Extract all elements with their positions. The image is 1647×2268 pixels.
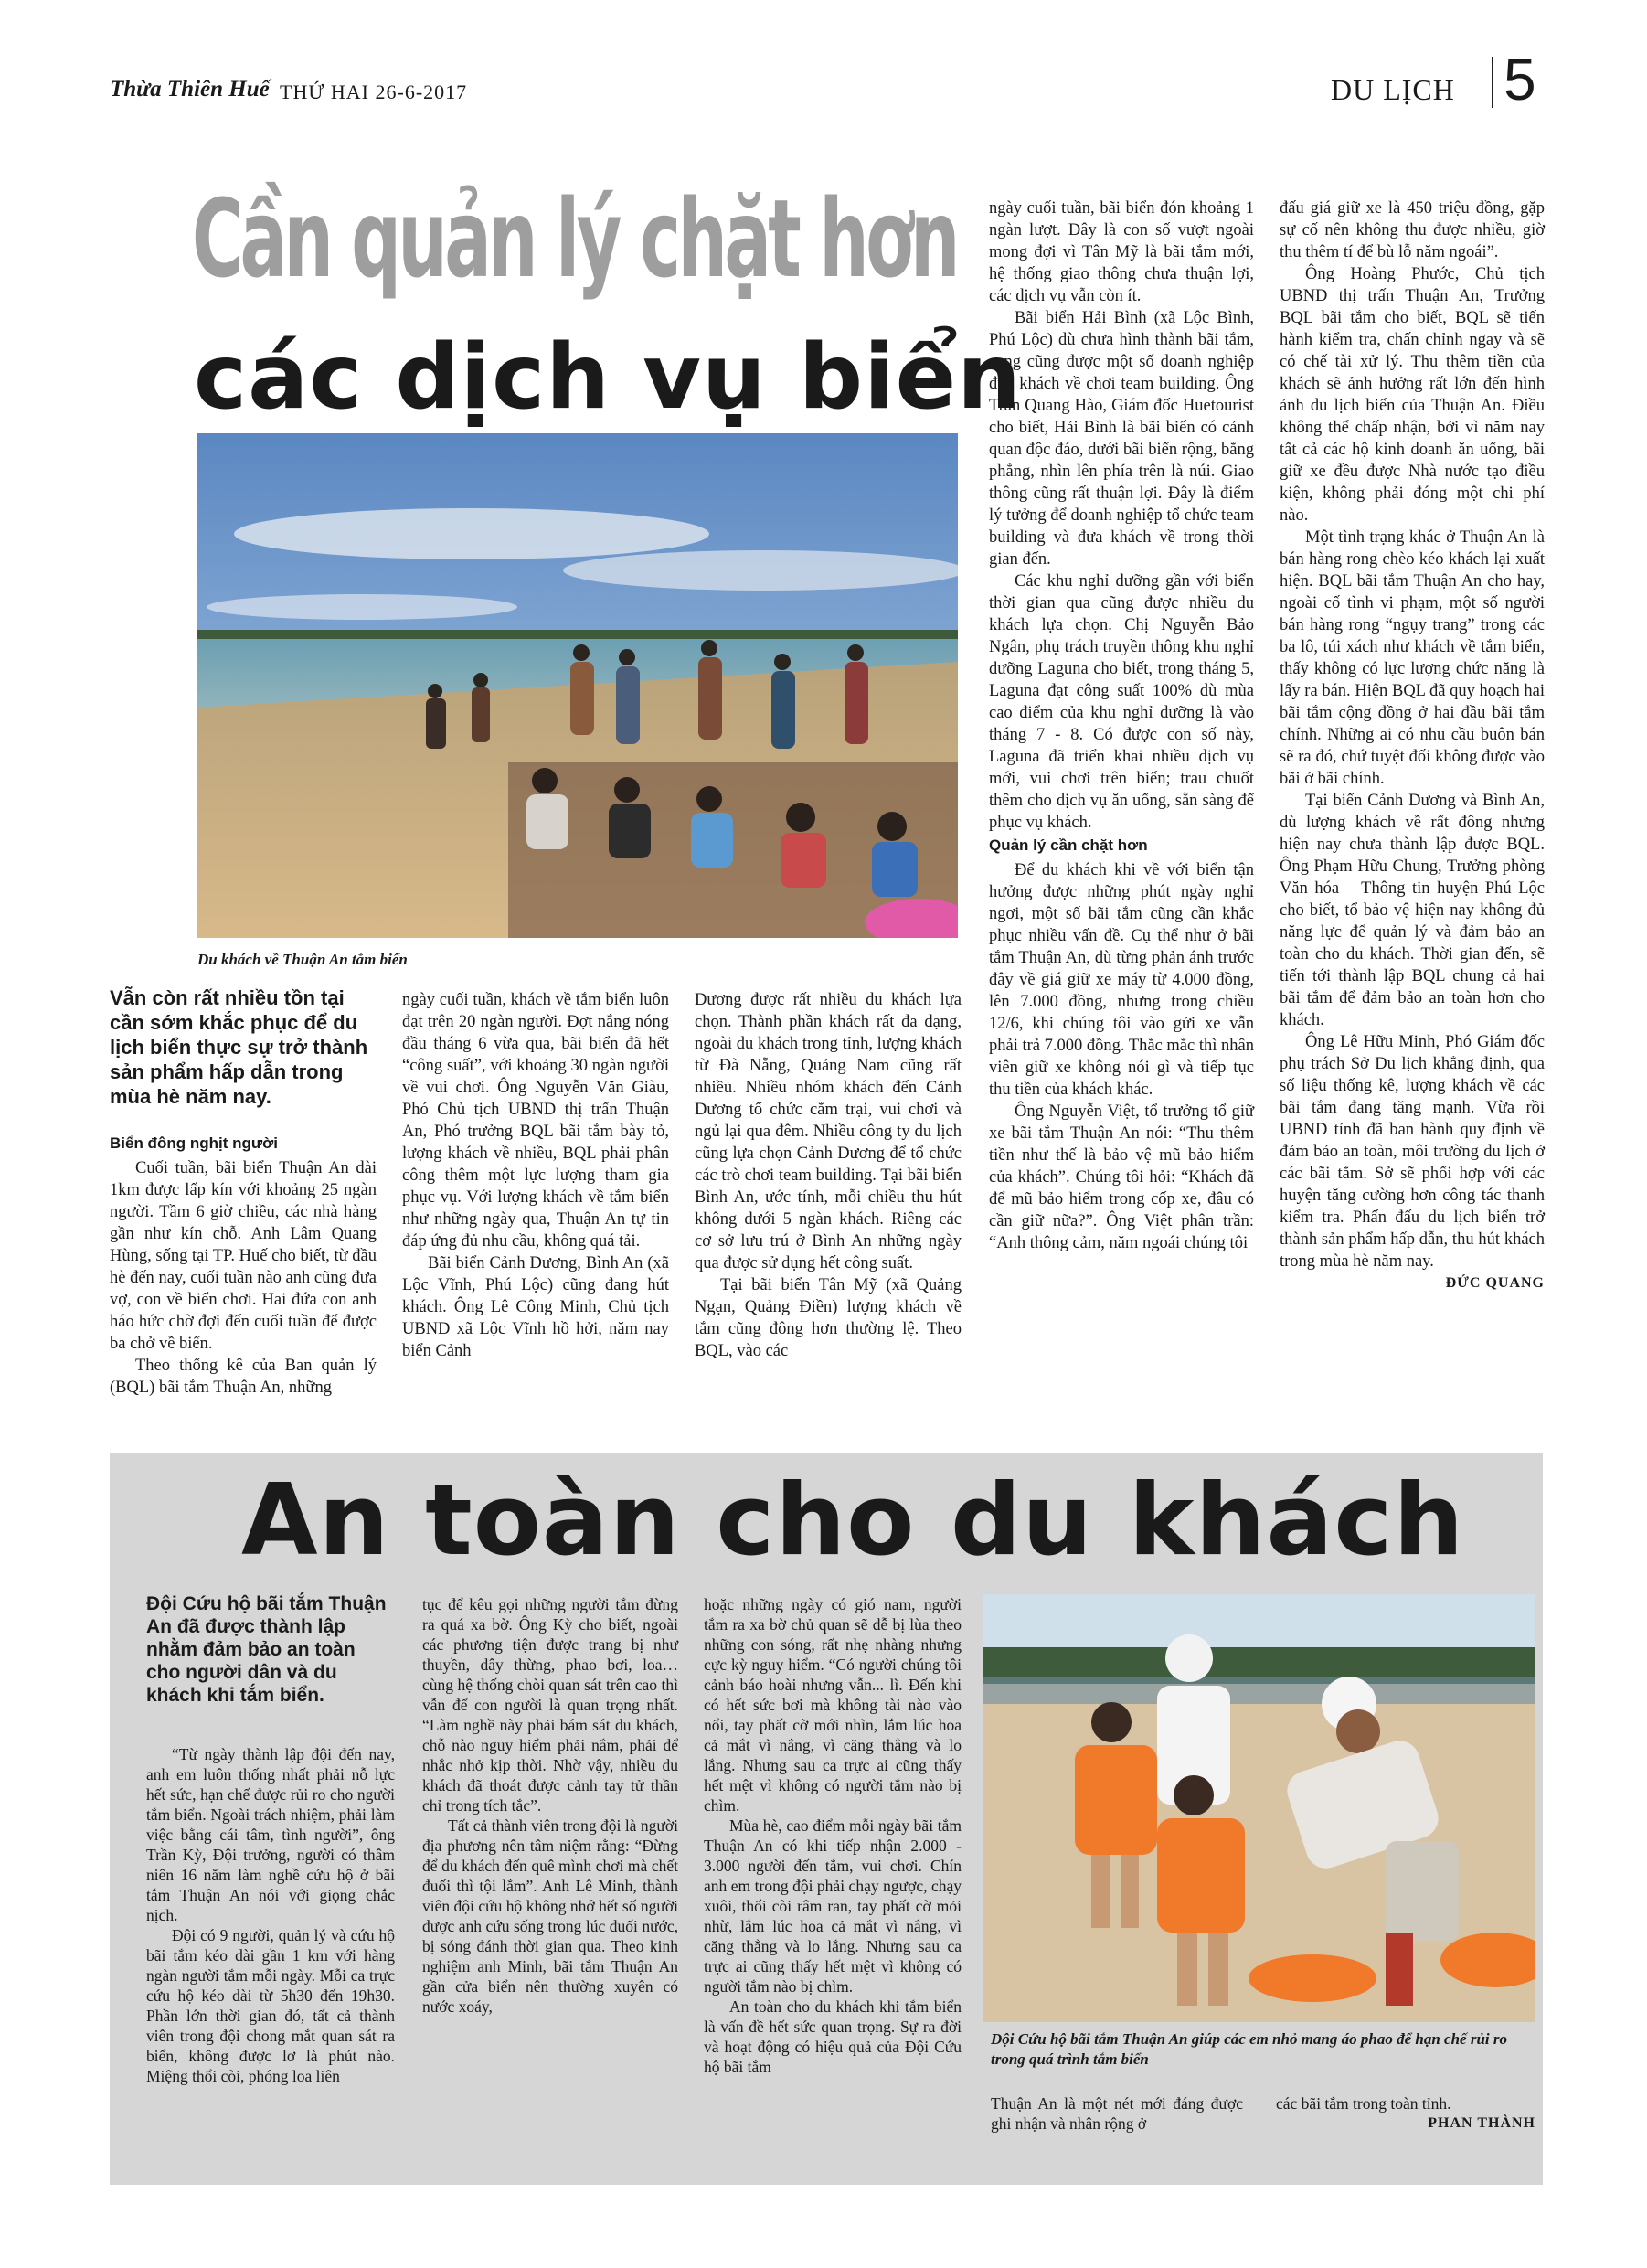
headline-line-2: các dịch vụ biển: [194, 325, 1022, 430]
photo-caption: Đội Cứu hộ bãi tắm Thuận An giúp các em nhỏ mang áo phao để hạn chế rủi ro trong quá trình tắm biển: [991, 2030, 1508, 2068]
paragraph: Ông Hoàng Phước, Chủ tịch UBND thị trấn Thuận An, Trưởng BQL bãi tắm cho biết, BQL sẽ tiến hành kiểm tra, chấn chỉnh ngay và sẽ có chế tài xử lý. Thu thêm tiền của khách sẽ ảnh hưởng rất lớn đến hình ảnh du lịch biển của Thuận An. Điều không thể chấp nhận, bởi vì năm nay tất cả các hộ kinh doanh ăn uống, bãi giữ xe đều được Nhà nước tạo điều kiện, không phải đóng một chi phí nào.: [1280, 265, 1545, 525]
paragraph: Theo thống kê của Ban quản lý (BQL) bãi tắm Thuận An, những: [110, 1357, 377, 1397]
paragraph: Một tình trạng khác ở Thuận An là bán hàng rong chèo kéo khách lại xuất hiện. BQL bãi tắm Thuận An cho hay, ngoài cố tình vi phạm, một số người bán hàng rong “ngụy trang” trong các ba lô, túi xách như khách về tắm biển, thấy không có lực lượng chức năng là lấy ra bán. Hiện BQL đã quy hoạch hai bãi tắm cộng đồng ở hai đầu bãi tắm chính. Những ai có nhu cầu buôn bán sẽ ra đó, chứ tuyệt đối không được vào bãi ở bãi chính.: [1280, 528, 1545, 788]
section-title: DU LỊCH: [1331, 73, 1455, 106]
paragraph: Bãi biển Cảnh Dương, Bình An (xã Lộc Vĩnh, Phú Lộc) cũng đang hút khách. Ông Lê Công Minh, Chủ tịch UBND xã Lộc Vĩnh hồ hởi, năm nay biển Cảnh: [402, 1254, 669, 1360]
article-column-5: [1280, 197, 1545, 1294]
article-column-4: [991, 2093, 1243, 2134]
paragraph: Mùa hè, cao điểm mỗi ngày bãi tắm Thuận An có khi tiếp nhận 2.000 - 3.000 người đến tắm, vui chơi. Chín anh em trong đội phải chạy ngược, chạy xuôi, thổi còi râm ran, tay phất cờ mỏi nhừ, lắm lúc hoa cả mắt vì nắng, vì căng thẳng và lo lắng. Nhưng sau ca trực ai cũng thấy hết mệt vì không có người tắm nào bị chìm.: [704, 1816, 962, 1996]
article-column-1: [146, 1744, 395, 2086]
paragraph: hoặc những ngày có gió nam, người tắm ra xa bờ chủ quan sẽ dễ bị lùa theo những con sóng, rất nhẹ nhàng nhưng cực kỳ nguy hiểm. “Có người chúng tôi cảnh báo hoài nhưng vẫn... lì. Đến khi có hết sức bơi mà không tài nào vào nổi, tay phất cờ mới nhìn, lắm lúc hoa cả mắt vì nắng, vì căng thẳng và lo lắng. Nhưng sau ca trực ai cũng thấy hết mệt vì không có người tắm nào bị chìm.: [704, 1595, 962, 1815]
article-column-5: [1276, 2093, 1535, 2134]
paragraph: đấu giá giữ xe là 450 triệu đồng, gặp sự cố nên không thu được nhiều, giờ thu thêm tí để bù lỗ năm ngoái”.: [1280, 199, 1545, 261]
headline-line-1: Cần quản lý chặt hơn: [192, 176, 957, 302]
paragraph: “Từ ngày thành lập đội đến nay, anh em luôn thống nhất phải nỗ lực hết sức, hạn chế được rủi ro cho người tắm biển. Ngoài trách nhiệm, phải làm việc bằng cái tâm, tình người”, ông Trần Kỳ, Đội trưởng, người có thâm niên 16 năm làm nghề cứu hộ ở bãi tắm Thuận An nói với giọng chắc nịch.: [146, 1745, 395, 1924]
paragraph: Thuận An là một nét mới đáng được ghi nhận và nhân rộng ở: [991, 2094, 1243, 2133]
author-byline: ĐỨC QUANG: [1445, 1275, 1545, 1291]
lifeguard-photo: [983, 1594, 1535, 2022]
subheading: Quản lý cần chặt hơn: [989, 836, 1148, 854]
paragraph: ngày cuối tuần, khách về tắm biển luôn đạt trên 20 ngàn người. Đợt nắng nóng đầu tháng 6 vừa qua, bãi biển đã hết “công suất”, với khoảng 30 ngàn người về vui chơi. Ông Nguyễn Văn Giàu, Phó Chủ tịch UBND thị trấn Thuận An, Phó trưởng BQL bãi tắm bày tỏ, lượng khách về nhiều, BQL phải phân công thêm một lực lượng tham gia phục vụ. Với lượng khách về tắm biển như những ngày qua, Thuận An tự tin đáp ứng đủ nhu cầu, không quá tải.: [402, 991, 669, 1251]
paragraph: Cuối tuần, bãi biển Thuận An dài 1km được lấp kín với khoảng 25 ngàn người. Tầm 6 giờ chiều, các nhà hàng gần như kín chỗ. Anh Lâm Quang Hùng, sống tại TP. Huế cho biết, từ đầu hè đến nay, cuối tuần nào anh cũng đưa vợ, con về biển chơi. Hai đứa con anh háo hức chờ đợi đến cuối tuần để được ba chở về biển.: [110, 1159, 377, 1353]
header-divider: [1492, 57, 1493, 108]
paragraph: Tất cả thành viên trong đội là người địa phương nên tâm niệm rằng: “Đừng để du khách đến quê mình chơi mà chết đuối thì tội lắm”. Anh Lê Minh, thành viên đội cứu hộ không nhớ hết số người được anh cứu sống trong lúc đuối nước, bị sóng đánh thời gian qua. Theo kinh nghiệm anh Minh, bãi tắm Thuận An gần cửa biển nên thường xuyên có nước xoáy,: [422, 1816, 678, 2016]
article-column-4: [989, 197, 1254, 1254]
lead-paragraph: Đội Cứu hộ bãi tắm Thuận An đã được thành lập nhằm đảm bảo an toàn cho người dân và du khách khi tắm biển.: [146, 1593, 387, 1706]
paragraph: Ông Nguyễn Việt, tổ trưởng tổ giữ xe bãi tắm Thuận An nói: “Thu thêm tiền như thế là bảo vệ mũ bảo hiểm của khách”. Chúng tôi hỏi: “Khách đã để mũ bảo hiểm trong cốp xe, đâu có cần giữ nữa?”. Ông Việt phân trần: “Anh thông cảm, năm ngoái chúng tôi: [989, 1102, 1254, 1252]
author-byline: PHAN THÀNH: [1428, 2115, 1535, 2131]
article-column-2: [402, 989, 669, 1362]
paragraph: các bãi tắm trong toàn tỉnh.: [1276, 2094, 1451, 2113]
paragraph: Tại bãi biển Tân Mỹ (xã Quảng Ngạn, Quảng Điền) lượng khách về tắm cũng đông hơn thường lệ. Theo BQL, vào các: [695, 1276, 962, 1360]
paragraph: Đội có 9 người, quản lý và cứu hộ bãi tắm kéo dài gần 1 km với hàng ngàn người tắm mỗi ngày. Mỗi ca trực cứu hộ kéo dài từ 5h30 đến 19h30. Phần lớn thời gian đó, tất cả thành viên trong đội chong mắt quan sát ra biển, không được lơ là phút nào. Miệng thổi còi, phóng loa liên: [146, 1926, 395, 2085]
subheading: Biển đông nghịt người: [110, 1134, 278, 1152]
article-column-3: [704, 1594, 962, 2077]
beach-crowd-photo: [197, 433, 958, 938]
article-column-3: [695, 989, 962, 1362]
paragraph: Dương được rất nhiều du khách lựa chọn. Thành phần khách rất đa dạng, ngoài du khách trong tỉnh, lượng khách từ Đà Nẵng, Quảng Nam cũng rất nhiều. Nhiều nhóm khách đến Cảnh Dương tổ chức cắm trại, vui chơi và ngủ lại qua đêm. Nhiều công ty du lịch cũng lựa chọn Cảnh Dương để tổ chức các trò chơi team building. Tại bãi biển Bình An, ước tính, mỗi chiều thu hút không dưới 5 ngàn khách. Riêng các cơ sở lưu trú ở Bình An những ngày qua được sử dụng hết công suất.: [695, 991, 962, 1272]
lead-paragraph: Vẫn còn rất nhiều tồn tại cần sớm khắc phục để du lịch biển thực sự trở thành sản phẩm hấp dẫn trong mùa hè năm nay.: [110, 986, 368, 1108]
paragraph: Các khu nghỉ dưỡng gần với biển thời gian qua cũng được nhiều du khách lựa chọn. Chị Nguyễn Bảo Ngân, phụ trách truyền thông khu nghỉ dưỡng Laguna cho biết, trong tháng 5, Laguna đạt công suất 100% dù mùa cao điểm của khu nghỉ dưỡng là vào tháng 7 - 8. Có được con số này, Laguna đã triển khai nhiều dịch vụ mới, vui chơi trên biển; trau chuốt thêm cho dịch vụ ăn uống, sẵn sàng để phục vụ khách.: [989, 572, 1254, 832]
article-column-2: [422, 1594, 678, 2017]
page-number: 5: [1504, 47, 1536, 112]
paragraph: Để du khách khi về với biển tận hưởng được những phút ngày nghỉ ngơi, một số bãi tắm cũng cần khắc phục nhiều vấn đề. Cụ thể như ở bãi tắm Thuận An, dù từng phản ánh trước đây về giá giữ xe máy từ 4.000 đồng, lên 7.000 đồng, nhưng trong chiều 12/6, khi chúng tôi vào gửi xe vẫn phải trả 7.000 đồng. Thắc mắc thì nhân viên giữ xe không nói gì và tiếp tục thu tiền của khách khác.: [989, 861, 1254, 1099]
headline-article-2: An toàn cho du khách: [241, 1464, 1465, 1578]
paragraph: Ông Lê Hữu Minh, Phó Giám đốc phụ trách Sở Du lịch khẳng định, qua số liệu thống kê, lượng khách về các bãi tắm đang tăng mạnh. Vừa rồi UBND tỉnh đã ban hành quy định về đảm bảo an toàn, môi trường du lịch ở các bãi tắm. Sở sẽ phối hợp với các huyện tăng cường hơn công tác thanh kiểm tra. Phấn đấu du lịch biển trở thành sản phẩm hấp dẫn, thu hút khách trong mùa hè năm nay.: [1280, 1033, 1545, 1271]
paragraph: tục để kêu gọi những người tắm đừng ra quá xa bờ. Ông Kỳ cho biết, ngoài các phương tiện được trang bị như thuyền, dây thừng, phao bơi, loa… cùng hệ thống chòi quan sát trên cao thì vẫn để con người là quan trọng nhất. “Làm nghề này phải bám sát du khách, chỗ nào nguy hiểm phải nắm, phải để nhắc nhở kịp thời. Nhờ vậy, nhiều du khách đã thoát được cảnh tay tử thần chỉ trong tích tắc”.: [422, 1595, 678, 1815]
article-column-1: [110, 1132, 377, 1399]
paragraph: Bãi biển Hải Bình (xã Lộc Bình, Phú Lộc) dù chưa hình thành bãi tắm, song cũng được một số doanh nghiệp đưa khách về chơi team building. Ông Trần Quang Hào, Giám đốc Huetourist cho biết, Hải Bình là bãi biển có cảnh quan độc đáo, dưới bãi biển rộng, bằng phẳng, nhìn lên phía trên là núi. Giao thông cũng rất thuận lợi. Đây là điểm lý tưởng để doanh nghiệp tổ chức team building và đưa khách về trong thời gian đến.: [989, 309, 1254, 569]
paragraph: ngày cuối tuần, bãi biển đón khoảng 1 ngàn lượt. Đây là con số vượt ngoài mong đợi vì Tân Mỹ là bãi tắm mới, hệ thống giao thông chưa thuận lợi, các dịch vụ vẫn còn ít.: [989, 199, 1254, 305]
newspaper-name: Thừa Thiên Huế: [110, 77, 270, 101]
issue-date: THỨ HAI 26-6-2017: [280, 80, 468, 103]
photo-caption: Du khách về Thuận An tắm biển: [197, 951, 408, 968]
paragraph: Tại biển Cảnh Dương và Bình An, dù lượng khách về rất đông nhưng hiện nay chưa thành lập được BQL. Ông Phạm Hữu Chung, Trưởng phòng Văn hóa – Thông tin huyện Phú Lộc cho biết, tổ bảo vệ hiện nay không đủ năng lực để quản lý và đảm bảo an toàn cho du khách. Thời gian đến, sẽ tiến tới thành lập BQL chung cả hai bãi tắm để đảm bảo an toàn hơn cho khách.: [1280, 792, 1545, 1029]
paragraph: An toàn cho du khách khi tắm biển là vấn đề hết sức quan trọng. Sự ra đời và hoạt động có hiệu quả của Đội Cứu hộ bãi tắm: [704, 1997, 962, 2076]
